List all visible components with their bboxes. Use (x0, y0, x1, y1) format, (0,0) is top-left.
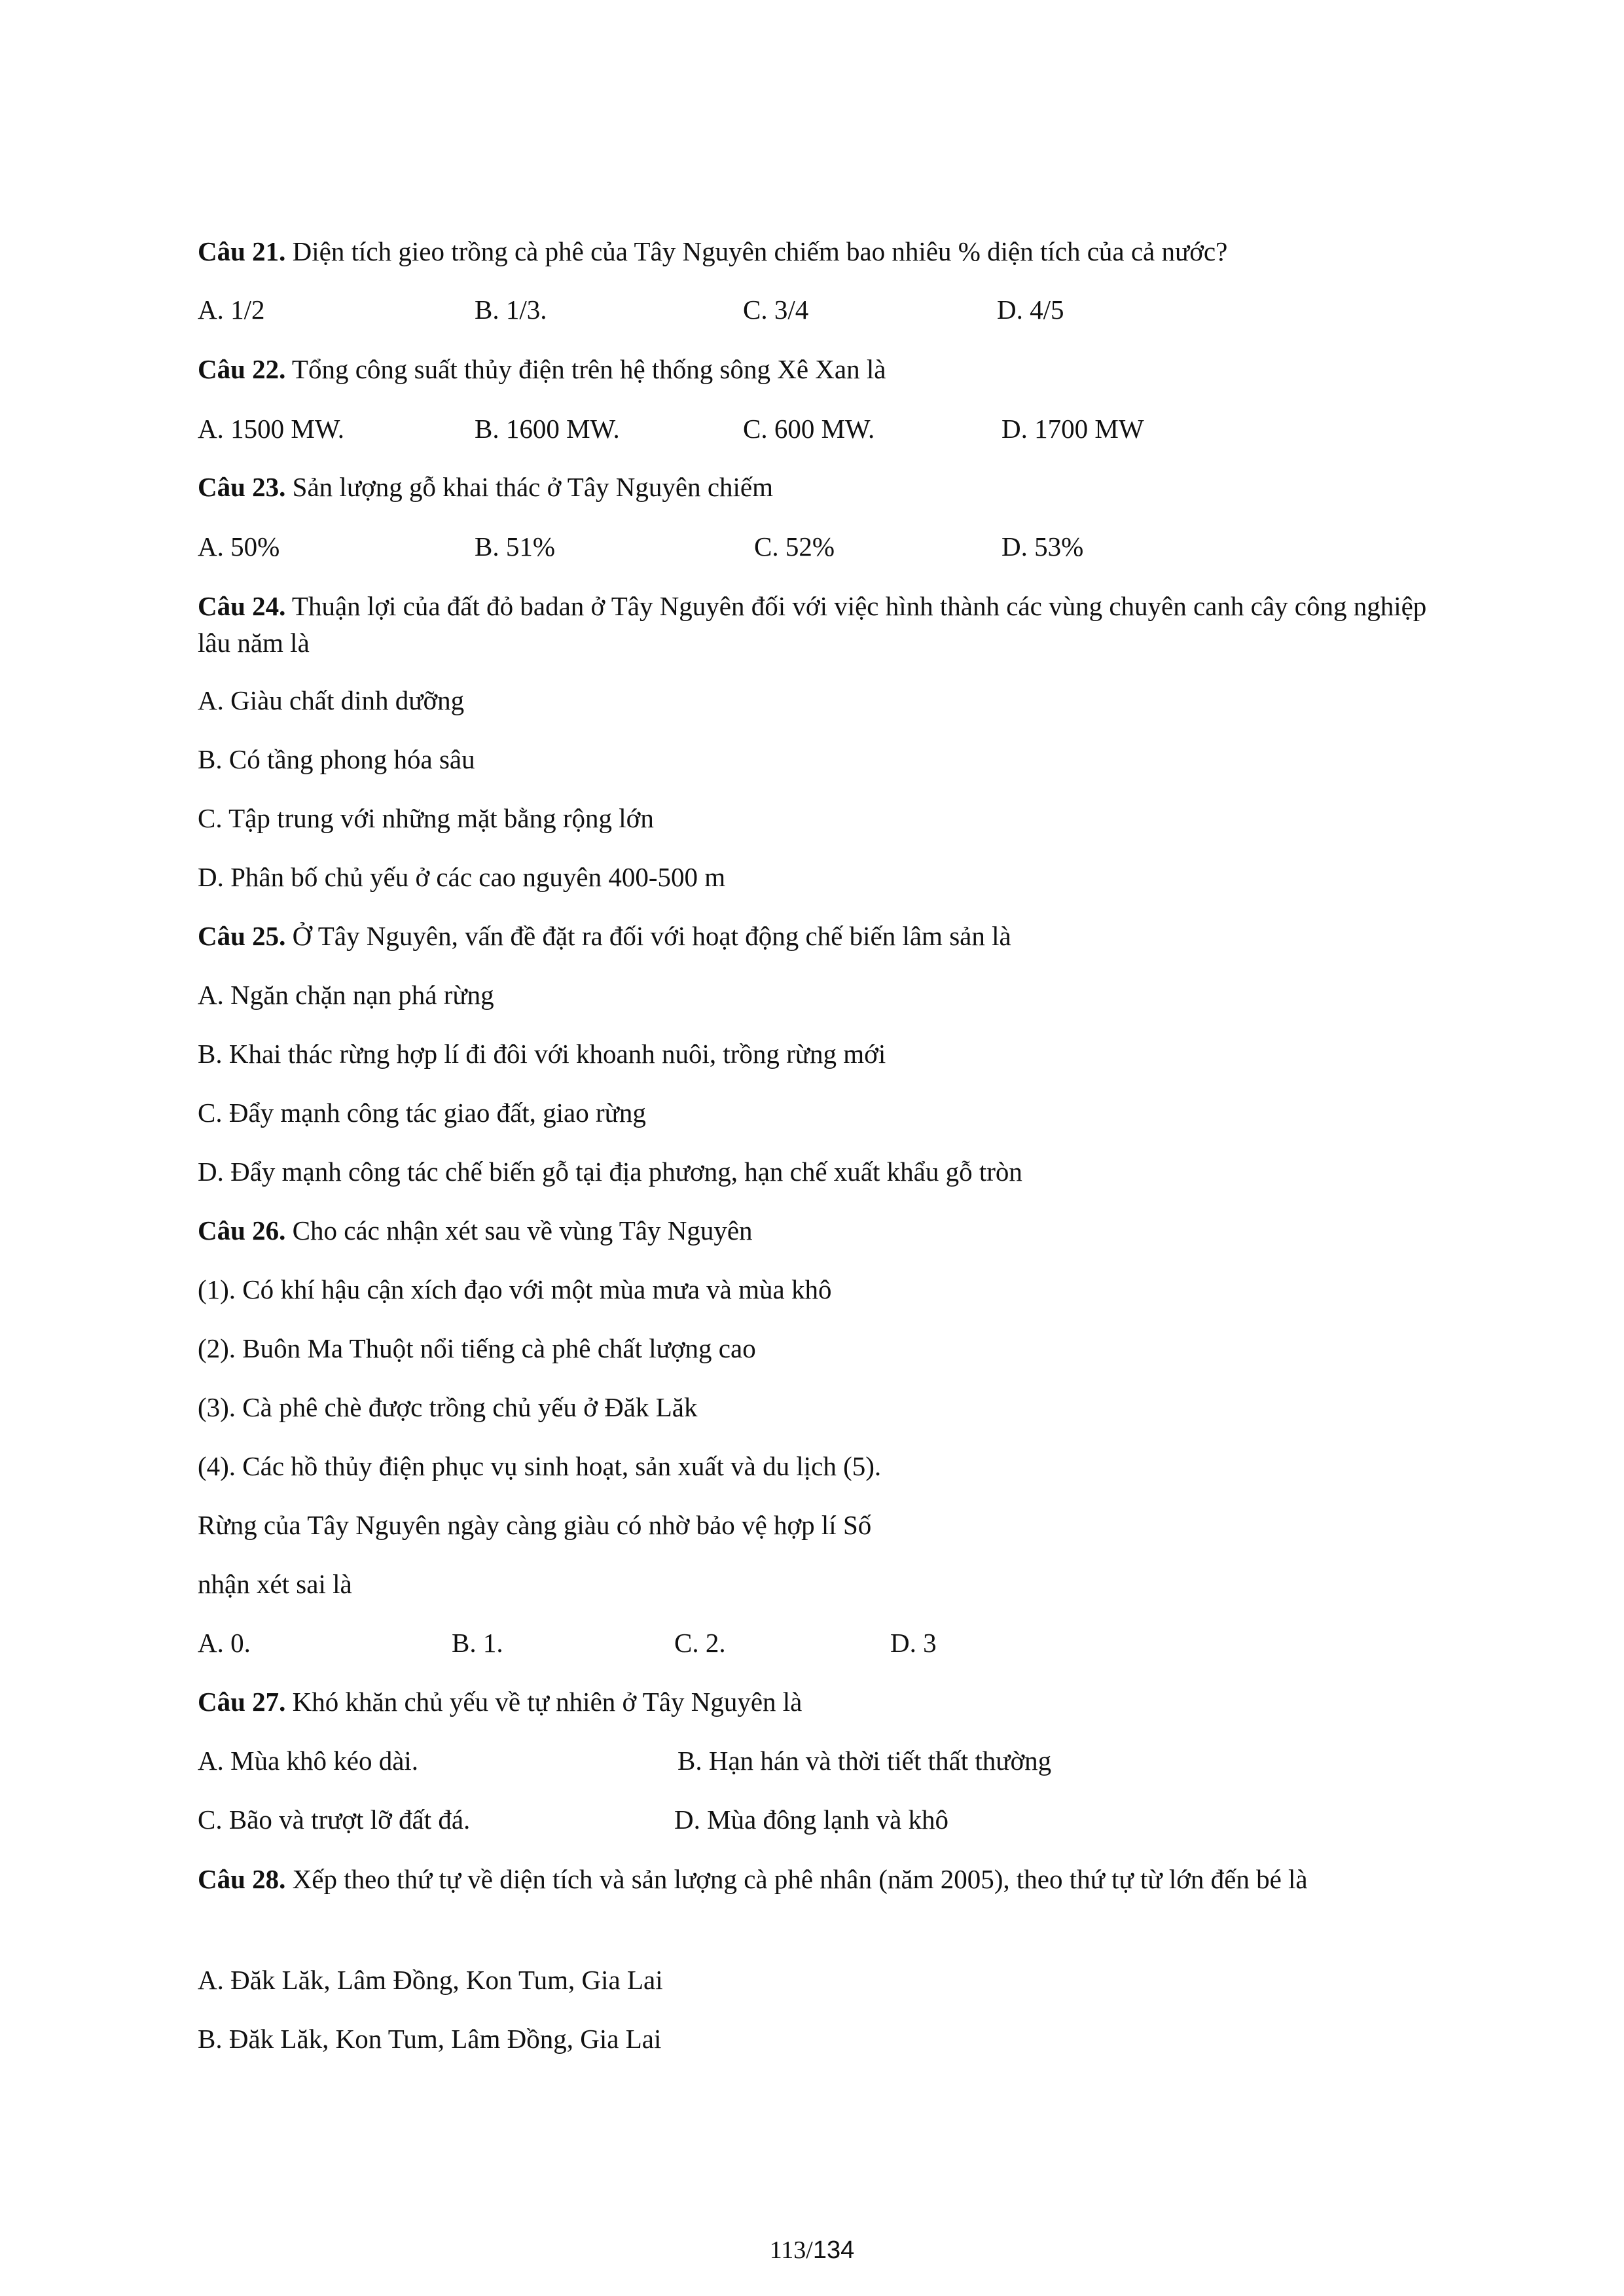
question-22 (198, 351, 886, 387)
option-c: C. 2. (674, 1628, 726, 1658)
page-number (0, 2234, 1624, 2267)
option-d: D. Phân bố chủ yếu ở các cao nguyên 400-500 m (198, 862, 726, 892)
option-a: A. Ngăn chặn nạn phá rừng (198, 980, 494, 1010)
statement-3: (3). Cà phê chè được trồng chủ yếu ở Đăk Lăk (198, 1392, 698, 1422)
option-d: D. Đẩy mạnh công tác chế biến gỗ tại địa phương, hạn chế xuất khẩu gỗ tròn (198, 1157, 1022, 1187)
option-b: B. Hạn hán và thời tiết thất thường (677, 1746, 1052, 1776)
question-26 (198, 1213, 753, 1248)
question-25 (198, 918, 1011, 954)
question-number: Câu 27. (198, 1687, 286, 1717)
statement-2: (2). Buôn Ma Thuột nổi tiếng cà phê chất lượng cao (198, 1333, 756, 1363)
option-b: B. 1600 MW. (475, 414, 620, 444)
option-d: D. Mùa đông lạnh và khô (674, 1804, 949, 1835)
question-text: Ở Tây Nguyên, vấn đề đặt ra đối với hoạt động chế biến lâm sản là (285, 921, 1011, 951)
question-text: Khó khăn chủ yếu về tự nhiên ở Tây Nguyên là (285, 1687, 803, 1717)
option-c: C. 3/4 (743, 295, 809, 325)
option-d: D. 53% (1001, 531, 1084, 562)
question-number: Câu 24. (198, 591, 286, 621)
question-text: Sản lượng gỗ khai thác ở Tây Nguyên chiếm (285, 472, 774, 502)
question-28 (198, 1861, 1428, 1897)
question-number: Câu 25. (198, 921, 286, 951)
question-number: Câu 28. (198, 1864, 286, 1894)
page-current: 113/ (769, 2236, 813, 2264)
option-a: A. Giàu chất dinh dưỡng (198, 685, 465, 715)
question-number: Câu 22. (198, 354, 286, 384)
option-d: D. 4/5 (997, 295, 1064, 325)
option-a: A. 50% (198, 531, 280, 562)
option-b: B. Có tầng phong hóa sâu (198, 744, 475, 774)
question-prompt: nhận xét sai là (198, 1569, 352, 1599)
question-text: Xếp theo thứ tự về diện tích và sản lượng cà phê nhân (năm 2005), theo thứ tự từ lớn đến bé là (285, 1864, 1308, 1894)
question-21 (198, 234, 1227, 269)
option-a: A. 1/2 (198, 295, 265, 325)
option-a: A. Mùa khô kéo dài. (198, 1746, 419, 1776)
option-a: A. 1500 MW. (198, 414, 344, 444)
option-a: A. Đăk Lăk, Lâm Đồng, Kon Tum, Gia Lai (198, 1965, 663, 1995)
question-24 (198, 588, 1428, 661)
option-d: D. 1700 MW (1001, 414, 1144, 444)
question-27 (198, 1684, 802, 1719)
option-a: A. 0. (198, 1628, 251, 1658)
option-b: B. 1/3. (475, 295, 547, 325)
question-number: Câu 23. (198, 472, 286, 502)
statement-1: (1). Có khí hậu cận xích đạo với một mùa mưa và mùa khô (198, 1274, 832, 1304)
question-text: Thuận lợi của đất đỏ badan ở Tây Nguyên đối với việc hình thành các vùng chuyên canh cây công nghiệp lâu năm là (198, 591, 1427, 658)
option-b: B. Khai thác rừng hợp lí đi đôi với khoanh nuôi, trồng rừng mới (198, 1039, 886, 1069)
statement-5: Rừng của Tây Nguyên ngày càng giàu có nhờ bảo vệ hợp lí Số (198, 1510, 872, 1540)
page-total: 134 (812, 2236, 855, 2264)
question-number: Câu 21. (198, 236, 286, 266)
question-text: Cho các nhận xét sau về vùng Tây Nguyên (285, 1215, 753, 1246)
statement-4: (4). Các hồ thủy điện phục vụ sinh hoạt, sản xuất và du lịch (5). (198, 1451, 882, 1481)
option-b: B. 1. (452, 1628, 503, 1658)
option-c: C. Đẩy mạnh công tác giao đất, giao rừng (198, 1098, 646, 1128)
option-c: C. 600 MW. (743, 414, 875, 444)
question-number: Câu 26. (198, 1215, 286, 1246)
option-c: C. Tập trung với những mặt bằng rộng lớn (198, 803, 654, 833)
question-text: Tổng công suất thủy điện trên hệ thống sông Xê Xan là (285, 354, 886, 384)
option-b: B. Đăk Lăk, Kon Tum, Lâm Đồng, Gia Lai (198, 2024, 662, 2054)
question-text: Diện tích gieo trồng cà phê của Tây Nguyên chiếm bao nhiêu % diện tích của cả nước? (285, 236, 1228, 266)
question-23 (198, 469, 773, 505)
option-d: D. 3 (890, 1628, 937, 1658)
option-c: C. Bão và trượt lỡ đất đá. (198, 1804, 471, 1835)
option-c: C. 52% (754, 531, 835, 562)
option-b: B. 51% (475, 531, 555, 562)
